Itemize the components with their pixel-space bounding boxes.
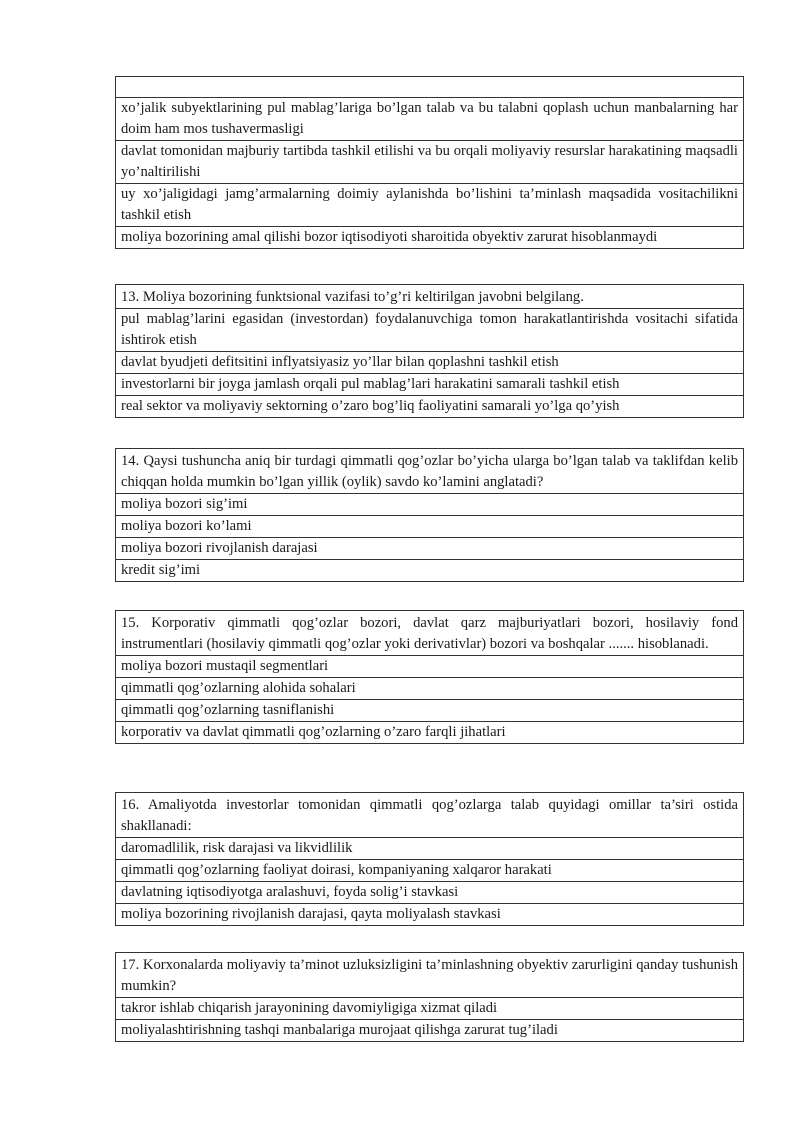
answer-option[interactable]: kredit sig’imi — [116, 559, 743, 581]
question-text: 14. Qaysi tushuncha aniq bir turdagi qimmatli qog’ozlar bo’yicha ularga bo’lgan talab va taklifdan kelib chiqqan holda mumkin bo’lgan yillik (oylik) savdo ko’lamini anglatadi? — [121, 453, 738, 490]
answer-option[interactable]: moliya bozori ko’lami — [116, 515, 743, 537]
question-block-13 — [115, 284, 744, 418]
answer-option[interactable]: davlat byudjeti defitsitini inflyatsiyasiz yo’llar bilan qoplashni tashkil etish — [116, 351, 743, 373]
answer-option[interactable]: uy xo’jaligidagi jamg’armalarning doimiy aylanishda bo’lishini ta’minlash maqsadida vositachilikni tashkil etish — [116, 183, 743, 226]
question-text: 15. Korporativ qimmatli qog’ozlar bozori, davlat qarz majburiyatlari bozori, hosilaviy fond instrumentlari (hosilaviy qimmatli qog’ozlar yoki derivativlar) bozori va boshqalar ....... hisoblanadi. — [121, 615, 738, 652]
question-text: 16. Amaliyotda investorlar tomonidan qimmatli qog’ozlarga talab quyidagi omillar ta’siri ostida shakllanadi: — [121, 797, 738, 834]
answer-option[interactable]: real sektor va moliyaviy sektorning o’zaro bog’liq faoliyatini samarali yo’lga qo’yish — [116, 395, 743, 417]
answer-option[interactable]: davlat tomonidan majburiy tartibda tashkil etilishi va bu orqali moliyaviy resurslar harakatining maqsadli yo’naltirilishi — [116, 140, 743, 183]
answer-option[interactable]: daromadlilik, risk darajasi va likvidlilik — [116, 837, 743, 859]
answer-option[interactable]: xo’jalik subyektlarining pul mablag’lariga bo’lgan talab va bu talabni qoplash uchun manbalarning har doim ham mos tushavermasligi — [116, 97, 743, 140]
answer-option[interactable]: korporativ va davlat qimmatli qog’ozlarning o’zaro farqli jihatlari — [116, 721, 743, 743]
answer-option[interactable]: takror ishlab chiqarish jarayonining davomiyligiga xizmat qiladi — [116, 997, 743, 1019]
answer-option[interactable]: moliya bozori sig’imi — [116, 493, 743, 515]
question-block-17 — [115, 952, 744, 1042]
question-block-16 — [115, 792, 744, 926]
question-block-14 — [115, 448, 744, 582]
question-text: 13. Moliya bozorining funktsional vazifasi to’g’ri keltirilgan javobni belgilang. — [121, 289, 584, 305]
question-block-12 — [115, 76, 744, 249]
question-text — [116, 77, 743, 97]
answer-option[interactable]: pul mablag’larini egasidan (investordan) foydalanuvchiga tomon harakatlantirishda vositachi sifatida ishtirok etish — [116, 308, 743, 351]
answer-option[interactable]: moliya bozorining rivojlanish darajasi, qayta moliyalash stavkasi — [116, 903, 743, 925]
answer-option[interactable]: qimmatli qog’ozlarning tasniflanishi — [116, 699, 743, 721]
question-text: 17. Korxonalarda moliyaviy ta’minot uzluksizligini ta’minlashning obyektiv zarurligini qanday tushunish mumkin? — [121, 957, 738, 994]
answer-option[interactable]: moliyalashtirishning tashqi manbalariga murojaat qilishga zarurat tug’iladi — [116, 1019, 743, 1041]
answer-option[interactable]: moliya bozorining amal qilishi bozor iqtisodiyoti sharoitida obyektiv zarurat hisoblanmaydi — [116, 226, 743, 248]
answer-option[interactable]: investorlarni bir joyga jamlash orqali pul mablag’lari harakatini samarali tashkil etish — [116, 373, 743, 395]
answer-option[interactable]: davlatning iqtisodiyotga aralashuvi, foyda solig’i stavkasi — [116, 881, 743, 903]
answer-option[interactable]: qimmatli qog’ozlarning alohida sohalari — [116, 677, 743, 699]
answer-option[interactable]: qimmatli qog’ozlarning faoliyat doirasi, kompaniyaning xalqaror harakati — [116, 859, 743, 881]
answer-option[interactable]: moliya bozori mustaqil segmentlari — [116, 655, 743, 677]
answer-option[interactable]: moliya bozori rivojlanish darajasi — [116, 537, 743, 559]
question-block-15 — [115, 610, 744, 744]
